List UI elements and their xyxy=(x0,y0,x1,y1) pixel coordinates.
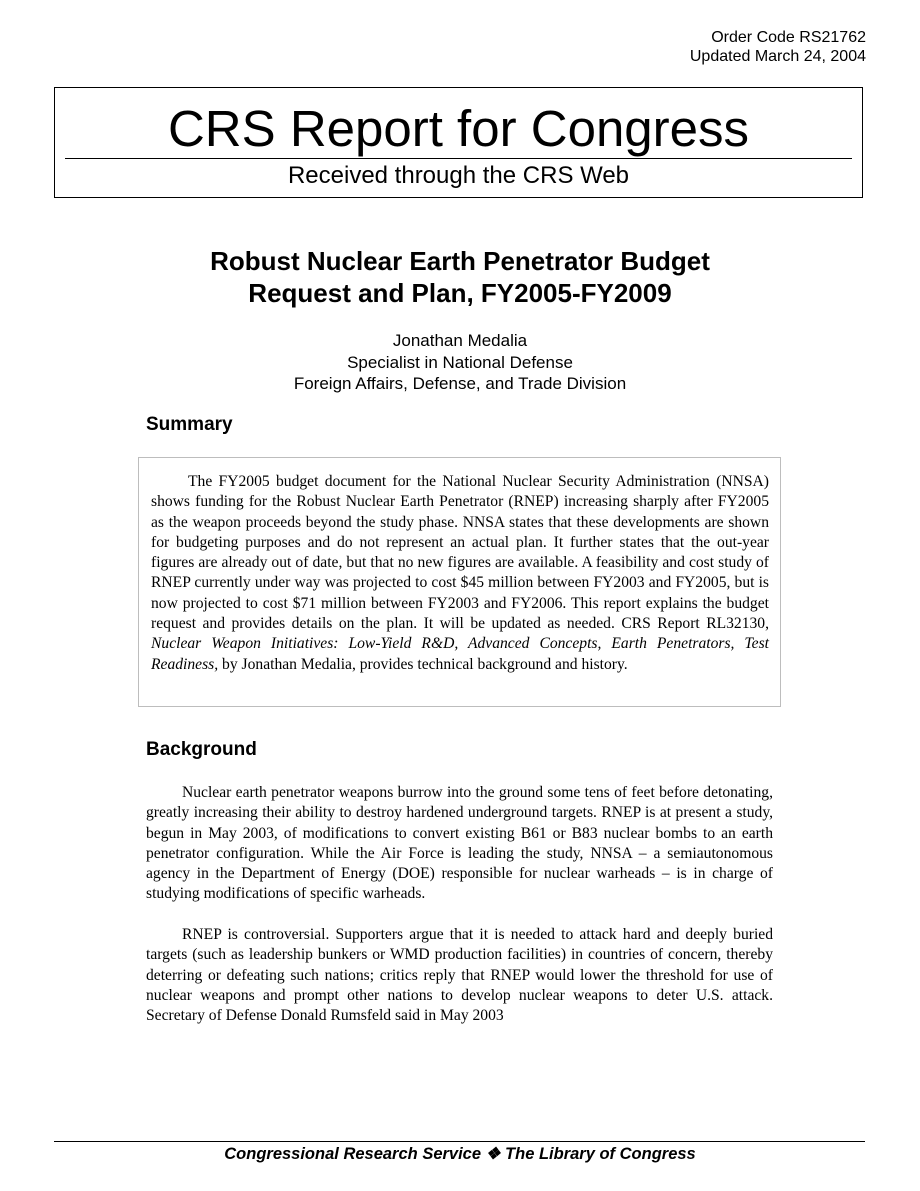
summary-text: The FY2005 budget document for the National Nuclear Security Administration (NNSA) shows funding for the Robust Nuclear Earth Penetrator (RNEP) increasing sharply after FY2005 as the weapon proceeds beyond the study phase. NNSA states that these developments are shown for budgeting purposes and do not represent an actual plan. It further states that the out-year figures are already out of date, but that no new figures are available. A feasibility and cost study of RNEP currently under way was projected to cost $45 million between FY2003 and FY2005, but is now projected to cost $71 million between FY2003 and FY2006. This report explains the budget request and provides details on the plan. It will be updated as needed. CRS Report RL32130, xyxy=(151,473,769,633)
footer-divider xyxy=(54,1141,865,1142)
banner-divider xyxy=(65,158,852,159)
footer-library: The Library of Congress xyxy=(505,1145,696,1163)
background-paragraph-2: RNEP is controversial. Supporters argue that it is needed to attack hard and deeply buried targets (such as leadership bunkers or WMD production facilities) in countries of concern, thereby deterring or defeating such nations; critics reply that RNEP would lower the threshold for use of nuclear weapons and prompt other nations to develop nuclear weapons to deter U.S. attack. Secretary of Defense Donald Rumsfeld said in May 2003 xyxy=(146,926,773,1025)
updated-date: Updated March 24, 2004 xyxy=(689,48,866,65)
summary-paragraph xyxy=(151,472,769,675)
background-body xyxy=(146,783,773,1027)
author-name: Jonathan Medalia xyxy=(392,331,528,350)
report-title-line-1: Robust Nuclear Earth Penetrator Budget xyxy=(210,246,710,276)
footer-publisher: Congressional Research Service xyxy=(224,1145,482,1163)
author-position: Specialist in National Defense xyxy=(347,352,573,372)
banner-subtitle: Received through the CRS Web xyxy=(287,162,630,189)
author-division: Foreign Affairs, Defense, and Trade Division xyxy=(293,374,627,393)
banner-title: CRS Report for Congress xyxy=(167,100,750,157)
footer xyxy=(0,1144,920,1164)
report-title xyxy=(0,245,920,309)
summary-cited-title: Nuclear Weapon Initiatives: Low-Yield R&D, Advanced Concepts, Earth Penetrators, Test Readiness, xyxy=(151,635,769,673)
background-heading: Background xyxy=(146,739,257,760)
summary-box xyxy=(138,457,781,707)
order-code: Order Code RS21762 xyxy=(711,29,866,46)
summary-text-end: by Jonathan Medalia, provides technical background and history. xyxy=(222,655,628,673)
report-title-line-2: Request and Plan, FY2005-FY2009 xyxy=(248,278,672,308)
author-block xyxy=(0,330,920,395)
background-paragraph-1: Nuclear earth penetrator weapons burrow into the ground some tens of feet before detonating, greatly increasing their ability to destroy hardened underground targets. RNEP is at present a study, begun in May 2003, of modifications to convert existing B61 or B83 nuclear bombs to an earth penetrator configuration. While the Air Force is leading the study, NNSA – a semiautonomous agency in the Department of Energy (DOE) responsible for nuclear warheads – is in charge of studying modifications of specific warheads. xyxy=(146,784,773,903)
diamond-separator-icon: ❖ xyxy=(485,1145,501,1163)
order-code-block xyxy=(690,28,866,66)
summary-heading: Summary xyxy=(146,414,233,435)
crs-banner xyxy=(54,87,863,198)
